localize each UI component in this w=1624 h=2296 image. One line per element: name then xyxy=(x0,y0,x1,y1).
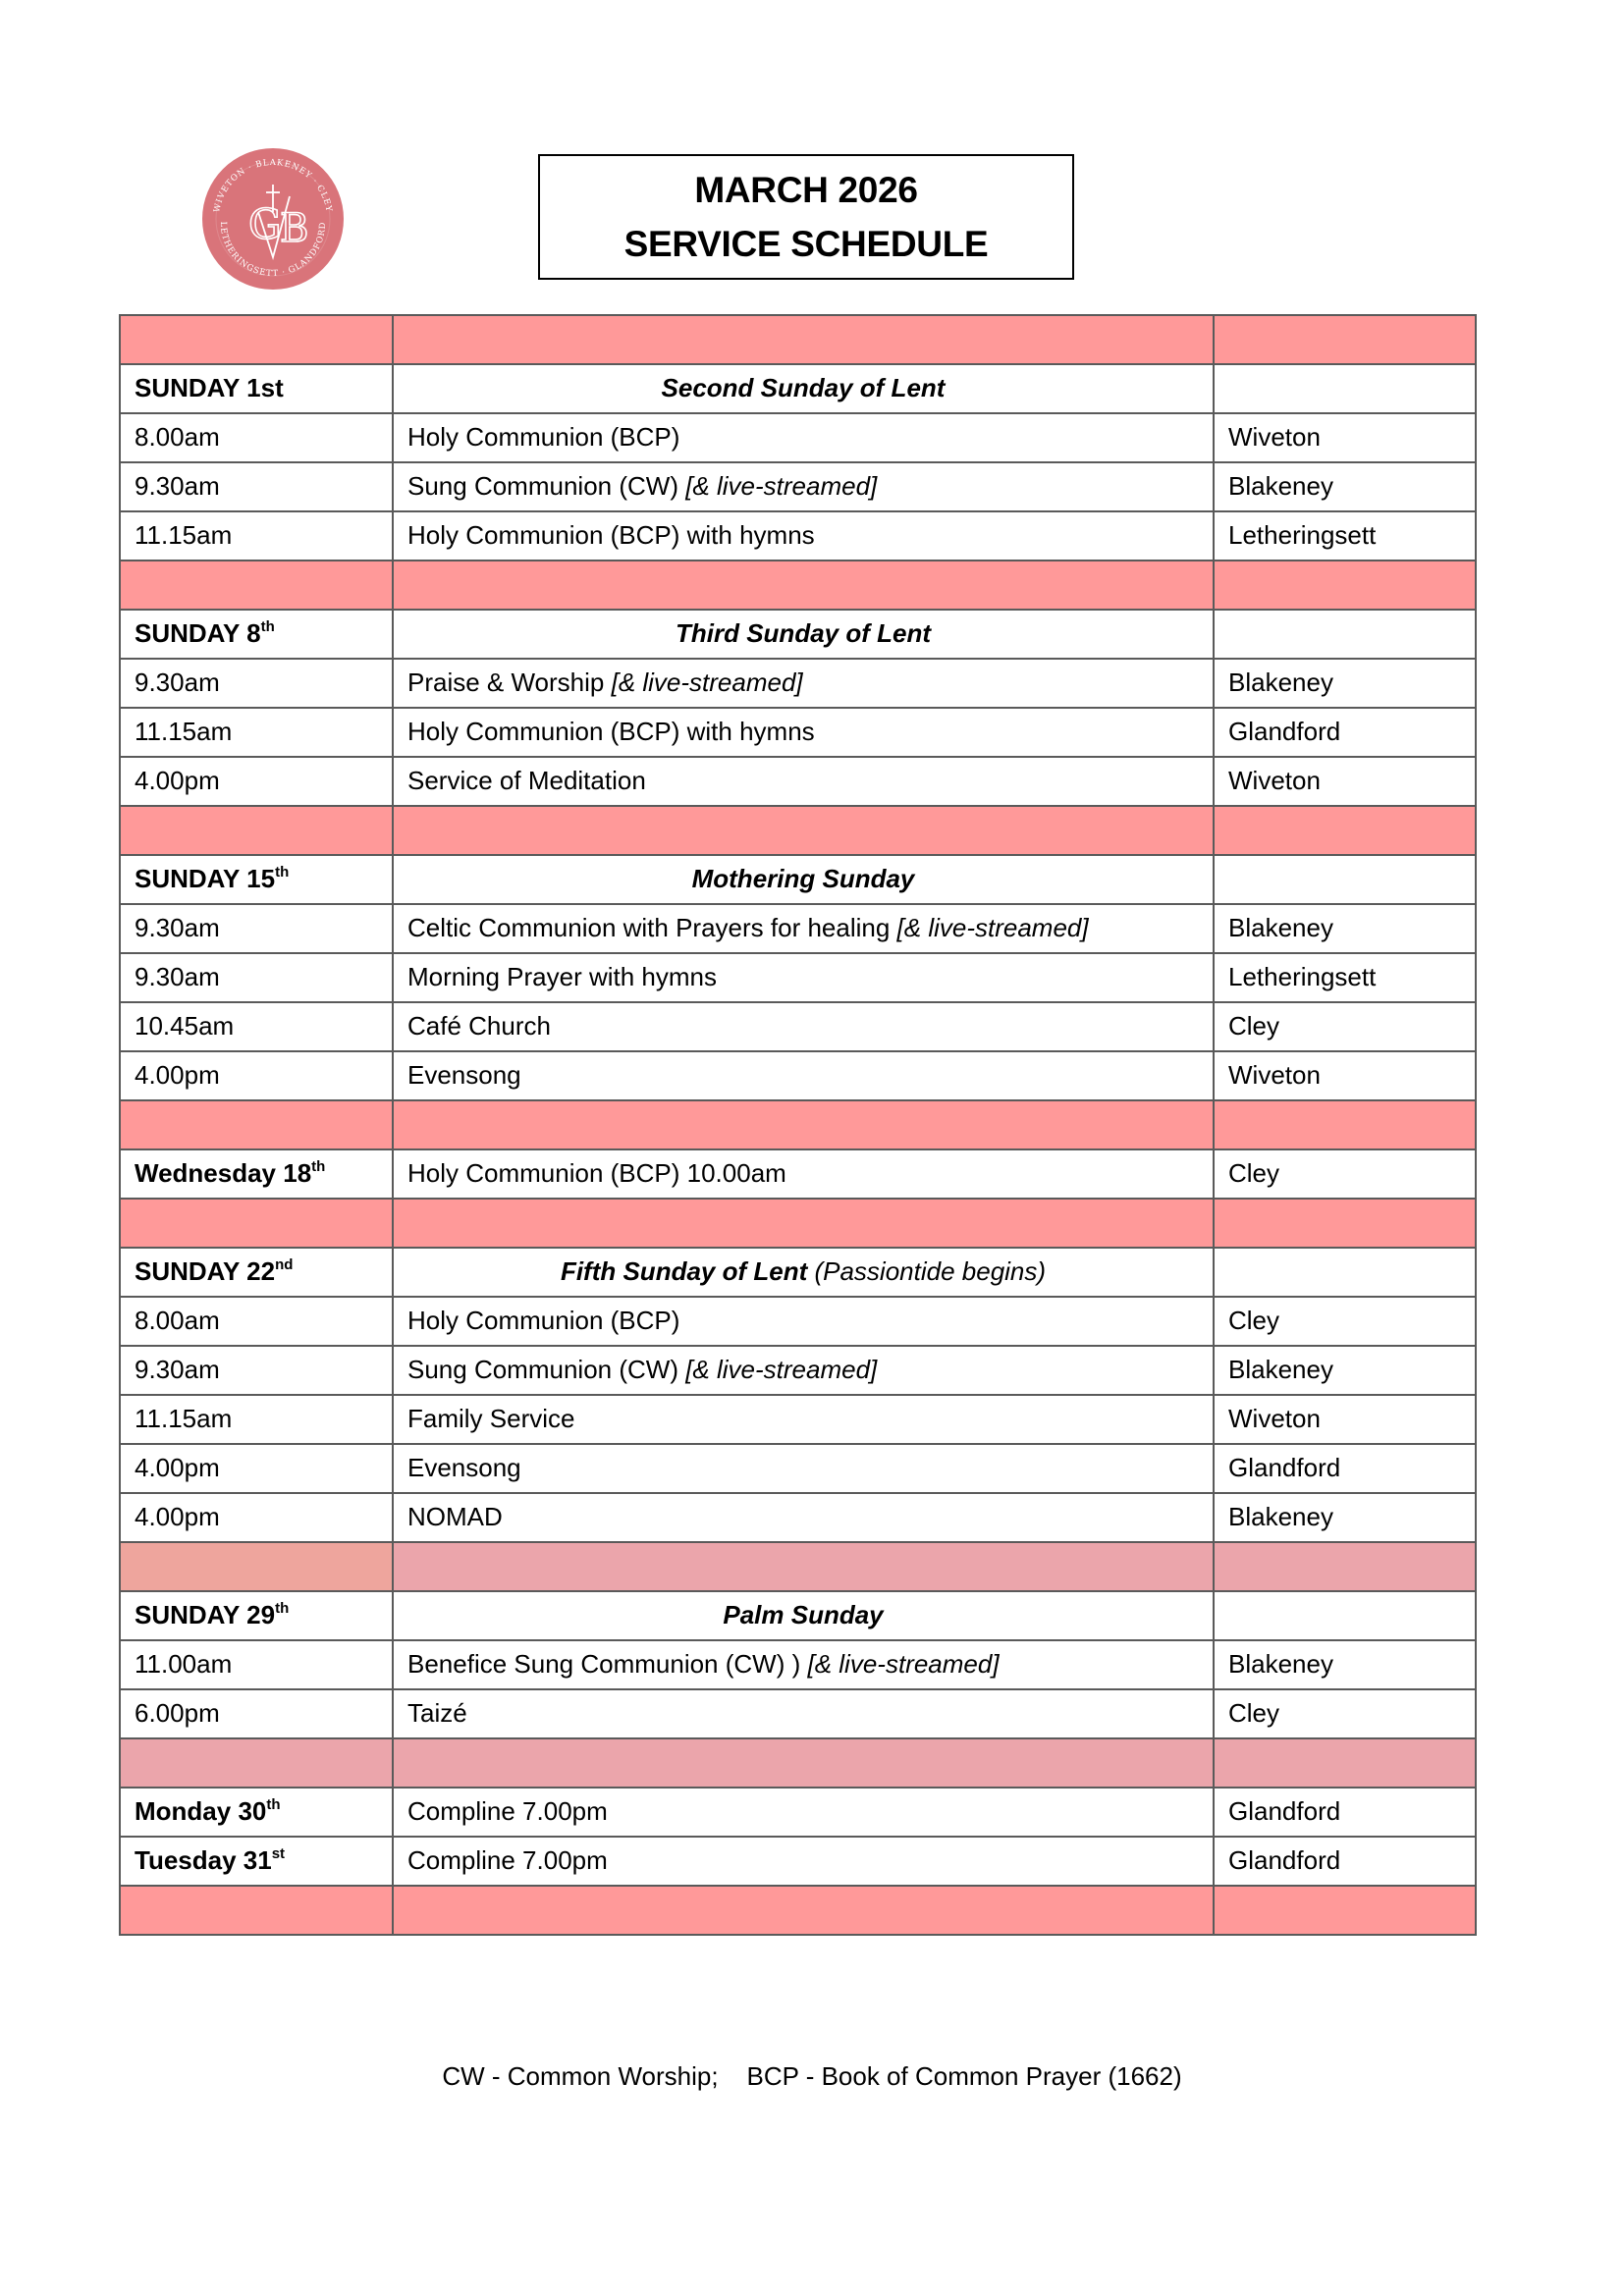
liturgical-occasion xyxy=(393,610,1214,659)
day-header-row xyxy=(120,1591,1476,1640)
place-cell-empty xyxy=(1214,610,1476,659)
separator-cell xyxy=(120,1886,393,1935)
service-cell xyxy=(393,659,1214,708)
service-time: 11.15am xyxy=(135,717,233,746)
occasion-note: (Passiontide begins) xyxy=(807,1256,1047,1286)
church-name: Glandford xyxy=(1228,1453,1341,1482)
service-name: Taizé xyxy=(407,1698,467,1728)
service-row xyxy=(120,1689,1476,1738)
day-label xyxy=(120,1837,393,1886)
service-row xyxy=(120,757,1476,806)
service-time: 4.00pm xyxy=(135,766,220,795)
service-cell xyxy=(393,904,1214,953)
service-row xyxy=(120,1346,1476,1395)
day-label xyxy=(120,364,393,413)
separator-cell xyxy=(393,561,1214,610)
service-name: Compline 7.00pm xyxy=(407,1796,608,1826)
service-cell xyxy=(393,511,1214,561)
weekday-service-row xyxy=(120,1837,1476,1886)
time-cell xyxy=(120,1395,393,1444)
place-cell xyxy=(1214,1149,1476,1199)
time-cell xyxy=(120,708,393,757)
occasion-name: Fifth Sunday of Lent xyxy=(560,1256,808,1286)
separator-cell xyxy=(120,1738,393,1788)
logo-icon xyxy=(201,147,345,291)
day-label xyxy=(120,1149,393,1199)
place-cell xyxy=(1214,1395,1476,1444)
place-cell xyxy=(1214,1837,1476,1886)
separator-row xyxy=(120,1100,1476,1149)
place-cell xyxy=(1214,1493,1476,1542)
service-name: Holy Communion (BCP) xyxy=(407,422,680,452)
time-cell xyxy=(120,757,393,806)
liturgical-occasion xyxy=(393,1248,1214,1297)
day-header-row xyxy=(120,610,1476,659)
time-cell xyxy=(120,1346,393,1395)
page-title xyxy=(538,154,1074,280)
service-name: Morning Prayer with hymns xyxy=(407,962,717,991)
livestream-note: [& live-streamed] xyxy=(685,1355,878,1384)
day-text: SUNDAY 1st xyxy=(135,373,284,402)
occasion-name: Palm Sunday xyxy=(723,1600,884,1629)
separator-cell xyxy=(1214,1100,1476,1149)
service-row xyxy=(120,953,1476,1002)
time-cell xyxy=(120,1297,393,1346)
church-name: Letheringsett xyxy=(1228,520,1377,550)
weekday-service-row xyxy=(120,1788,1476,1837)
day-ordinal: st xyxy=(271,1845,286,1862)
service-row xyxy=(120,1640,1476,1689)
separator-cell xyxy=(393,1542,1214,1591)
separator-cell xyxy=(393,1199,1214,1248)
place-cell xyxy=(1214,659,1476,708)
livestream-note: [& live-streamed] xyxy=(807,1649,1000,1679)
separator-row xyxy=(120,806,1476,855)
service-time: 4.00pm xyxy=(135,1060,220,1090)
service-time: 8.00am xyxy=(135,1306,220,1335)
service-time: 10.45am xyxy=(135,1011,235,1041)
service-cell xyxy=(393,1788,1214,1837)
service-name: Evensong xyxy=(407,1060,521,1090)
church-name: Cley xyxy=(1228,1011,1280,1041)
place-cell xyxy=(1214,1689,1476,1738)
service-cell xyxy=(393,1640,1214,1689)
place-cell xyxy=(1214,413,1476,462)
service-name: NOMAD xyxy=(407,1502,503,1531)
day-text: SUNDAY 8 xyxy=(135,618,261,648)
day-ordinal: th xyxy=(275,864,290,881)
service-row xyxy=(120,1493,1476,1542)
separator-cell xyxy=(120,315,393,364)
church-name: Blakeney xyxy=(1228,1649,1333,1679)
service-cell xyxy=(393,1149,1214,1199)
time-cell xyxy=(120,659,393,708)
church-name: Blakeney xyxy=(1228,471,1333,501)
abbreviation-legend: CW - Common Worship; BCP - Book of Common Prayer (1662) xyxy=(442,2061,1182,2091)
separator-row xyxy=(120,1199,1476,1248)
day-header-row xyxy=(120,364,1476,413)
occasion-name: Mothering Sunday xyxy=(691,864,915,893)
service-row xyxy=(120,511,1476,561)
day-ordinal: nd xyxy=(275,1256,294,1273)
service-row xyxy=(120,1297,1476,1346)
time-cell xyxy=(120,511,393,561)
service-name: Family Service xyxy=(407,1404,575,1433)
day-text: SUNDAY 15 xyxy=(135,864,276,893)
place-cell-empty xyxy=(1214,1591,1476,1640)
day-label xyxy=(120,855,393,904)
day-label xyxy=(120,610,393,659)
church-name: Glandford xyxy=(1228,1796,1341,1826)
service-name: Evensong xyxy=(407,1453,521,1482)
service-name: Benefice Sung Communion (CW) ) xyxy=(407,1649,808,1679)
separator-cell xyxy=(393,315,1214,364)
church-name: Glandford xyxy=(1228,1845,1341,1875)
separator-row xyxy=(120,1886,1476,1935)
church-name: Blakeney xyxy=(1228,1355,1333,1384)
day-text: Monday 30 xyxy=(135,1796,267,1826)
day-text: SUNDAY 22 xyxy=(135,1256,276,1286)
church-name: Cley xyxy=(1228,1158,1280,1188)
service-row xyxy=(120,1444,1476,1493)
service-cell xyxy=(393,1493,1214,1542)
service-cell xyxy=(393,1395,1214,1444)
day-header-row xyxy=(120,1248,1476,1297)
time-cell xyxy=(120,1002,393,1051)
service-name: Holy Communion (BCP) with hymns xyxy=(407,717,815,746)
service-time: 11.15am xyxy=(135,520,233,550)
service-name: Holy Communion (BCP) 10.00am xyxy=(407,1158,786,1188)
service-time: 9.30am xyxy=(135,667,220,697)
service-row xyxy=(120,1002,1476,1051)
svg-text:G: G xyxy=(248,200,282,248)
weekday-service-row xyxy=(120,1149,1476,1199)
service-time: 9.30am xyxy=(135,471,220,501)
service-name: Praise & Worship xyxy=(407,667,612,697)
day-label xyxy=(120,1248,393,1297)
service-time: 4.00pm xyxy=(135,1453,220,1482)
occasion-name: Third Sunday of Lent xyxy=(676,618,931,648)
service-time: 9.30am xyxy=(135,913,220,942)
day-text: Wednesday 18 xyxy=(135,1158,312,1188)
service-row xyxy=(120,659,1476,708)
time-cell xyxy=(120,462,393,511)
service-cell xyxy=(393,1444,1214,1493)
service-time: 9.30am xyxy=(135,962,220,991)
separator-cell xyxy=(393,1886,1214,1935)
service-cell xyxy=(393,1002,1214,1051)
day-ordinal: th xyxy=(260,618,275,635)
service-time: 6.00pm xyxy=(135,1698,220,1728)
separator-row xyxy=(120,315,1476,364)
church-name: Glandford xyxy=(1228,717,1341,746)
service-time: 8.00am xyxy=(135,422,220,452)
time-cell xyxy=(120,904,393,953)
day-label xyxy=(120,1591,393,1640)
service-cell xyxy=(393,757,1214,806)
separator-cell xyxy=(1214,561,1476,610)
place-cell xyxy=(1214,1051,1476,1100)
svg-text:B: B xyxy=(280,206,309,251)
service-cell xyxy=(393,953,1214,1002)
day-label xyxy=(120,1788,393,1837)
service-cell xyxy=(393,1297,1214,1346)
separator-cell xyxy=(120,1199,393,1248)
livestream-note: [& live-streamed] xyxy=(685,471,878,501)
service-row xyxy=(120,1395,1476,1444)
separator-cell xyxy=(1214,1542,1476,1591)
church-name: Letheringsett xyxy=(1228,962,1377,991)
service-cell xyxy=(393,462,1214,511)
church-name: Wiveton xyxy=(1228,766,1321,795)
service-schedule-table xyxy=(119,314,1477,1936)
service-cell xyxy=(393,1837,1214,1886)
title-month: MARCH 2026 xyxy=(694,170,918,210)
place-cell-empty xyxy=(1214,1248,1476,1297)
separator-cell xyxy=(393,806,1214,855)
place-cell xyxy=(1214,757,1476,806)
church-name: Wiveton xyxy=(1228,1060,1321,1090)
church-name: Cley xyxy=(1228,1698,1280,1728)
separator-cell xyxy=(120,806,393,855)
church-name: Wiveton xyxy=(1228,1404,1321,1433)
service-name: Celtic Communion with Prayers for healing xyxy=(407,913,897,942)
separator-cell xyxy=(393,1100,1214,1149)
service-name: Sung Communion (CW) xyxy=(407,1355,686,1384)
occasion-name: Second Sunday of Lent xyxy=(661,373,946,402)
separator-cell xyxy=(1214,1199,1476,1248)
church-name: Blakeney xyxy=(1228,1502,1333,1531)
separator-row xyxy=(120,561,1476,610)
service-cell xyxy=(393,413,1214,462)
place-cell xyxy=(1214,462,1476,511)
time-cell xyxy=(120,953,393,1002)
service-name: Café Church xyxy=(407,1011,551,1041)
time-cell xyxy=(120,1444,393,1493)
livestream-note: [& live-streamed] xyxy=(896,913,1089,942)
benefice-logo xyxy=(201,147,345,291)
place-cell-empty xyxy=(1214,364,1476,413)
time-cell xyxy=(120,1640,393,1689)
service-row xyxy=(120,1051,1476,1100)
service-name: Sung Communion (CW) xyxy=(407,471,686,501)
place-cell xyxy=(1214,1346,1476,1395)
separator-cell xyxy=(393,1738,1214,1788)
place-cell xyxy=(1214,511,1476,561)
time-cell xyxy=(120,1051,393,1100)
livestream-note: [& live-streamed] xyxy=(611,667,803,697)
time-cell xyxy=(120,1689,393,1738)
separator-cell xyxy=(1214,315,1476,364)
service-time: 11.15am xyxy=(135,1404,233,1433)
service-name: Compline 7.00pm xyxy=(407,1845,608,1875)
service-row xyxy=(120,413,1476,462)
day-text: Tuesday 31 xyxy=(135,1845,272,1875)
title-schedule: SERVICE SCHEDULE xyxy=(623,224,989,264)
service-name: Holy Communion (BCP) with hymns xyxy=(407,520,815,550)
place-cell xyxy=(1214,1444,1476,1493)
service-cell xyxy=(393,1689,1214,1738)
separator-cell xyxy=(1214,806,1476,855)
church-name: Blakeney xyxy=(1228,667,1333,697)
day-ordinal: th xyxy=(311,1158,326,1175)
service-name: Service of Meditation xyxy=(407,766,646,795)
liturgical-occasion xyxy=(393,855,1214,904)
separator-cell xyxy=(1214,1738,1476,1788)
liturgical-occasion xyxy=(393,1591,1214,1640)
service-cell xyxy=(393,1346,1214,1395)
svg-text:WIVETON · BLAKENEY · CLEY: WIVETON · BLAKENEY · CLEY xyxy=(212,157,334,214)
separator-row xyxy=(120,1542,1476,1591)
separator-row xyxy=(120,1738,1476,1788)
day-text: SUNDAY 29 xyxy=(135,1600,276,1629)
place-cell xyxy=(1214,904,1476,953)
service-cell xyxy=(393,708,1214,757)
service-time: 11.00am xyxy=(135,1649,233,1679)
day-ordinal: th xyxy=(266,1796,281,1813)
place-cell xyxy=(1214,1788,1476,1837)
place-cell-empty xyxy=(1214,855,1476,904)
place-cell xyxy=(1214,1297,1476,1346)
service-row xyxy=(120,462,1476,511)
service-row xyxy=(120,708,1476,757)
place-cell xyxy=(1214,1002,1476,1051)
separator-cell xyxy=(1214,1886,1476,1935)
church-name: Wiveton xyxy=(1228,422,1321,452)
day-ordinal: th xyxy=(275,1600,290,1617)
time-cell xyxy=(120,1493,393,1542)
place-cell xyxy=(1214,953,1476,1002)
service-time: 9.30am xyxy=(135,1355,220,1384)
time-cell xyxy=(120,413,393,462)
svg-text:LETHERINGSETT · GLANDFORD: LETHERINGSETT · GLANDFORD xyxy=(217,221,329,280)
service-name: Holy Communion (BCP) xyxy=(407,1306,680,1335)
separator-cell xyxy=(120,1100,393,1149)
separator-cell xyxy=(120,561,393,610)
liturgical-occasion xyxy=(393,364,1214,413)
separator-cell xyxy=(120,1542,393,1591)
service-row xyxy=(120,904,1476,953)
service-time: 4.00pm xyxy=(135,1502,220,1531)
day-header-row xyxy=(120,855,1476,904)
church-name: Blakeney xyxy=(1228,913,1333,942)
service-cell xyxy=(393,1051,1214,1100)
place-cell xyxy=(1214,1640,1476,1689)
church-name: Cley xyxy=(1228,1306,1280,1335)
place-cell xyxy=(1214,708,1476,757)
